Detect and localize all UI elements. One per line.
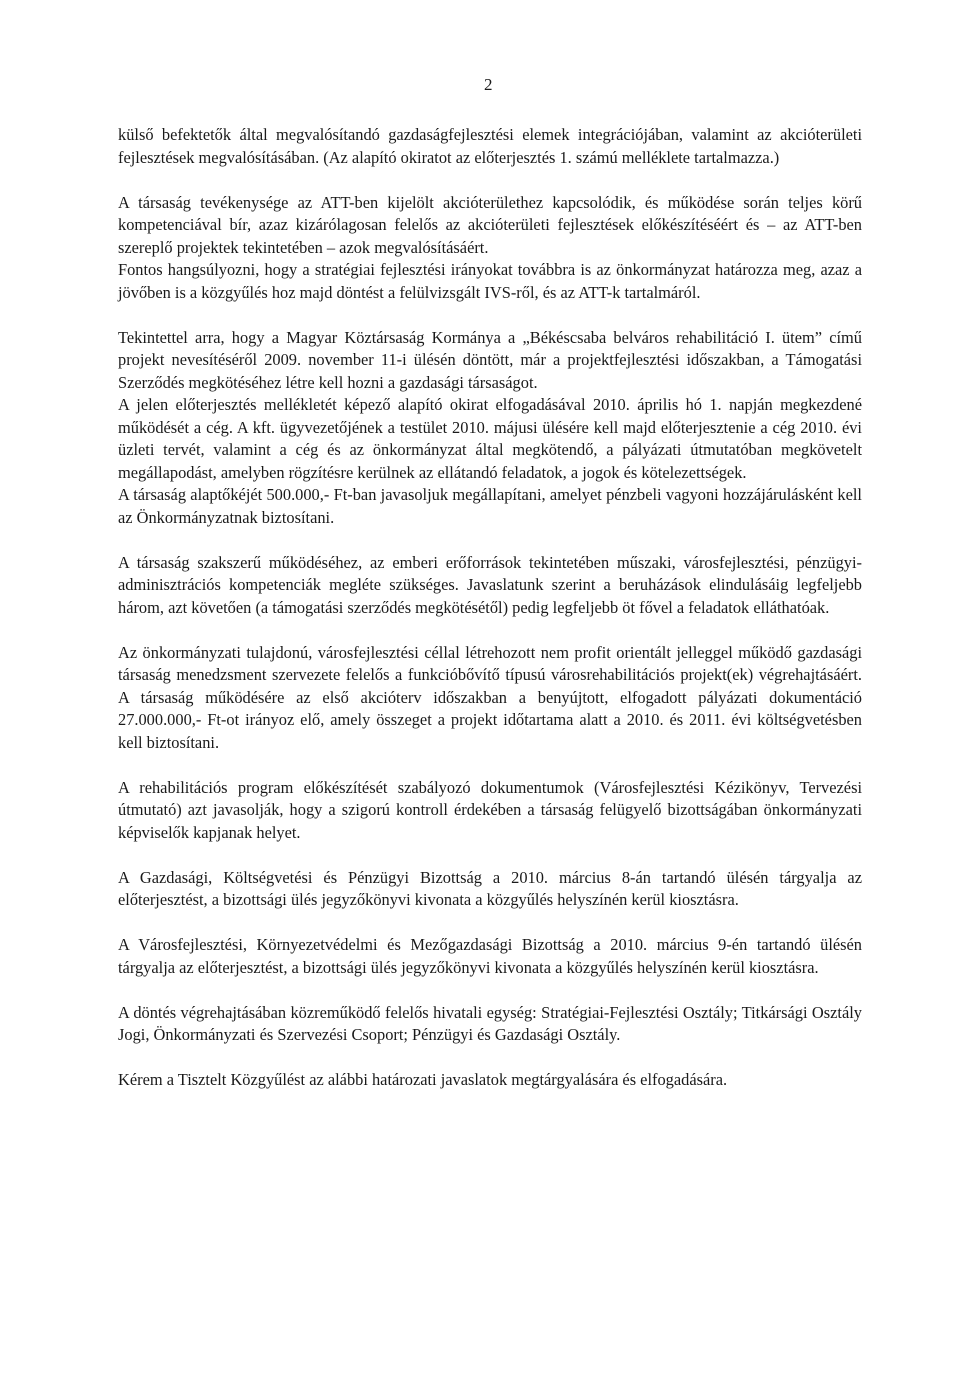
paragraph-external-investors: külső befektetők által megvalósítandó gazdaságfejlesztési elemek integrációjában, valamint az akcióterületi fejlesztések megvalósításában. (Az alapító okiratot az előterjesztés 1. számú melléklete tartalmazza.) (118, 125, 862, 167)
paragraph-management-budget: Az önkormányzati tulajdonú, városfejlesztési céllal létrehozott nem profit orientált jelleggel működő gazdasági társaság menedzsment szervezete felelős a funkcióbővítő típusú városrehabilitációs projekt(ek) végrehajtásáért. A társaság működésére az első akcióterv időszakban a benyújtott, elfogadott pályázati dokumentáció 27.000.000,- Ft-ot irányoz elő, amely összeget a projekt időtartama alatt a 2010. és 2011. évi költségvetésben kell biztosítani. (118, 642, 862, 752)
paragraph-staffing: A társaság szakszerű működéséhez, az emberi erőforrások tekintetében műszaki, városfejlesztési, pénzügyi-adminisztrációs kompetenciák megléte szükséges. Javaslatunk szerint a beruházások elindulásáig legfeljebb három, azt követően (a támogatási szerződés megkötésétől) pedig legfeljebb öt fővel a feladatok elláthatóak. (118, 552, 862, 617)
paragraph-finance-committee: A Gazdasági, Költségvetési és Pénzügyi Bizottság a 2010. március 8-án tartandó ülésén tárgyalja az előterjesztést, a bizottsági ülés jegyzőkönyvi kivonata a közgyűlés helyszínén kerül kiosztásra. (118, 867, 862, 909)
paragraph-founding-document: A jelen előterjesztés mellékletét képező alapító okirat elfogadásával 2010. április hó 1. napján megkezdené működését a cég. A kft. ügyvezetőjének a testület 2010. májusi ülésére kell majd előterjesztenie a cég 2010. évi üzleti tervét, valamint a cég és az önkormányzat által megkötendő, a pályázati útmutatóban megkövetelt megállapodást, amelyben rögzítésre kerülnek az ellátandó feladatok, a jogok és kötelezettségek. (118, 395, 862, 482)
paragraph-share-capital: A társaság alaptőkéjét 500.000,- Ft-ban javasoljuk megállapítani, amelyet pénzbeli vagyoni hozzájárulásként kell az Önkormányzatnak biztosítani. (118, 485, 862, 527)
document-body (118, 124, 862, 1092)
paragraph-closing-request: Kérem a Tisztelt Közgyűlést az alábbi határozati javaslatok megtárgyalására és elfogadására. (118, 1070, 728, 1089)
page-number: 2 (484, 75, 493, 94)
paragraph-company-activity: A társaság tevékenysége az ATT-ben kijelölt akcióterülethez kapcsolódik, és működése során teljes körű kompetenciával bír, azaz kizárólagosan felelős az akcióterületi fejlesztések előkészítéséért és – az ATT-ben szereplő projektek tekintetében – azok megvalósításáért. (118, 192, 862, 257)
paragraph-urban-committee: A Városfejlesztési, Környezetvédelmi és Mezőgazdasági Bizottság a 2010. március 9-én tartandó ülésén tárgyalja az előterjesztést, a bizottsági ülés jegyzőkönyvi kivonata a közgyűlés helyszínén kerül kiosztásra. (118, 935, 862, 977)
paragraph-supervisory-board: A rehabilitációs program előkészítését szabályozó dokumentumok (Városfejlesztési Kézikönyv, Tervezési útmutató) azt javasolják, hogy a szigorú kontroll érdekében a társaság felügyelő bizottságában önkormányzati képviselők kapjanak helyet. (118, 777, 862, 842)
paragraph-responsible-units: A döntés végrehajtásában közreműködő felelős hivatali egység: Stratégiai-Fejlesztési Osztály; Titkársági Osztály Jogi, Önkormányzati és Szervezési Csoport; Pénzügyi és Gazdasági Osztály. (118, 1002, 862, 1044)
paragraph-government-decision: Tekintettel arra, hogy a Magyar Köztársaság Kormánya a „Békéscsaba belváros rehabilitáció I. ütem” című projekt nevesítéséről 2009. november 11-i ülésén döntött, már a projektfejlesztési időszakban, a Támogatási Szerződés megkötéséhez létre kell hozni a gazdasági társaságot. (118, 327, 862, 392)
paragraph-strategic-directions: Fontos hangsúlyozni, hogy a stratégiai fejlesztési irányokat továbbra is az önkormányzat határozza meg, azaz a jövőben is a közgyűlés hoz majd döntést a felülvizsgált IVS-ről, és az ATT-k tartalmáról. (118, 260, 862, 302)
